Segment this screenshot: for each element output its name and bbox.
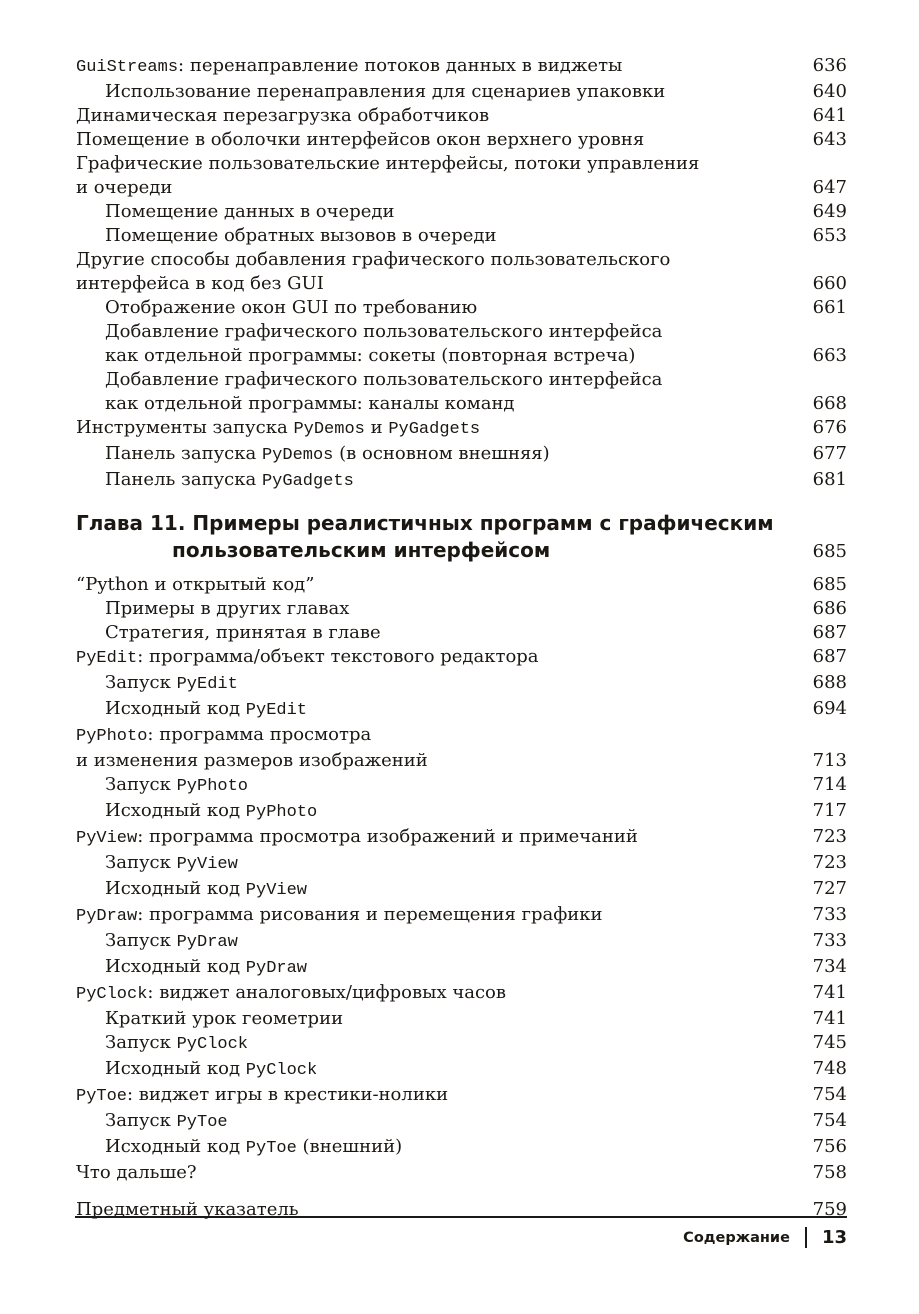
code-identifier: GuiStreams: [76, 58, 179, 77]
entry-page-number: 687: [812, 622, 847, 643]
entry-page-number: 741: [812, 1008, 847, 1029]
toc-entry-line: [76, 248, 847, 272]
entry-page-number: 676: [812, 417, 847, 438]
code-identifier: PyGadgets: [388, 420, 481, 439]
toc-entry: [76, 368, 847, 416]
code-identifier: PyPhoto: [76, 727, 148, 746]
entry-title-text: как отдельной программы: каналы команд: [105, 393, 515, 414]
entry-page-number: 668: [812, 393, 847, 414]
toc-entry-line: [76, 1057, 847, 1083]
toc-entry: [76, 1161, 847, 1185]
toc-entry: [76, 851, 847, 877]
toc-entry: [76, 442, 847, 468]
toc-entry: [76, 825, 847, 851]
toc-entry-line: [76, 128, 847, 152]
toc-entry-line: [76, 104, 847, 128]
toc-entry: [76, 1109, 847, 1135]
entry-title-text: Добавление графического пользовательского интерфейса: [105, 321, 663, 342]
toc-entry-line: [76, 392, 847, 416]
entry-title-text: Запуск PyClock: [105, 1032, 249, 1054]
code-identifier: PyDraw: [176, 933, 238, 952]
entry-title-text: Исходный код PyEdit: [105, 698, 308, 720]
toc-entry-line: [76, 1031, 847, 1057]
code-identifier: PyDraw: [76, 907, 138, 926]
code-identifier: PyClock: [176, 1035, 249, 1054]
entry-title-text: Панель запуска PyDemos (в основном внешняя): [105, 443, 550, 465]
entry-title-text: Другие способы добавления графического пользовательского: [76, 249, 671, 270]
entry-title-text: Запуск PyToe: [105, 1110, 228, 1132]
footer-rule: [75, 1216, 847, 1218]
toc-entry-line: [76, 749, 847, 773]
toc-entry-line: [76, 597, 847, 621]
entry-title-text: как отдельной программы: сокеты (повторная встреча): [105, 345, 636, 366]
code-identifier: PyDemos: [293, 420, 365, 439]
toc-entry: [76, 200, 847, 224]
toc-entry: [76, 224, 847, 248]
entry-page-number: 687: [812, 646, 847, 667]
entry-title-text: интерфейса в код без GUI: [76, 273, 324, 294]
entry-title-text: Графические пользовательские интерфейсы, потоки управления: [76, 153, 700, 174]
code-identifier: PyPhoto: [245, 803, 318, 822]
toc-entry: [76, 320, 847, 368]
chapter-title-text: Глава 11. Примеры реалистичных программ с графическим: [76, 511, 774, 535]
toc-entry-line: [76, 573, 847, 597]
toc-entry-line: [76, 851, 847, 877]
toc-entry: [76, 877, 847, 903]
toc-entry: [76, 248, 847, 296]
entry-title-text: Что дальше?: [76, 1162, 197, 1183]
entry-title-text: “Python и открытый код”: [76, 574, 315, 595]
toc-entry: [76, 621, 847, 645]
entry-title-text: Исходный код PyPhoto: [105, 800, 318, 822]
toc-entry-line: [76, 1109, 847, 1135]
code-identifier: PyPhoto: [176, 777, 249, 796]
entry-title-text: Помещение обратных вызовов в очереди: [105, 225, 497, 246]
code-identifier: PyView: [76, 829, 138, 848]
code-identifier: PyClock: [245, 1061, 318, 1080]
entry-page-number: 677: [812, 443, 847, 464]
entry-title-text: и изменения размеров изображений: [76, 750, 428, 771]
footer-divider: [805, 1227, 807, 1248]
code-identifier: PyClock: [76, 985, 148, 1004]
entry-title-text: Предметный указатель: [76, 1199, 299, 1220]
entry-page-number: 748: [812, 1058, 847, 1079]
entry-title-text: Запуск PyEdit: [105, 672, 238, 694]
entry-title-text: Исходный код PyDraw: [105, 956, 308, 978]
entry-page-number: 653: [812, 225, 847, 246]
toc-entry-line: [76, 825, 847, 851]
toc-entry-line: [76, 1083, 847, 1109]
toc-entry-line: [76, 296, 847, 320]
toc-entry-line: [76, 368, 847, 392]
entry-page-number: 713: [812, 750, 847, 771]
toc-entry-line: [76, 645, 847, 671]
entry-page-number: 685: [812, 574, 847, 595]
toc-entry-line: [76, 468, 847, 494]
toc-entry: [76, 573, 847, 597]
entry-title-text: Панель запуска PyGadgets: [105, 469, 354, 491]
entry-title-text: Помещение данных в очереди: [105, 201, 395, 222]
entry-page-number: 636: [812, 55, 847, 76]
toc-entry-line: [76, 1135, 847, 1161]
toc-entry-line: [76, 320, 847, 344]
entry-title-text: Исходный код PyToe (внешний): [105, 1136, 403, 1158]
toc-entry: [76, 981, 847, 1007]
toc-entry-line: [76, 955, 847, 981]
entry-page-number: 641: [812, 105, 847, 126]
code-identifier: PyToe: [76, 1087, 128, 1106]
code-identifier: PyEdit: [76, 649, 138, 668]
toc-entry: [76, 597, 847, 621]
entry-title-text: PyEdit: программа/объект текстового редактора: [76, 646, 539, 668]
entry-title-text: Стратегия, принятая в главе: [105, 622, 381, 643]
entry-title-text: Отображение окон GUI по требованию: [105, 297, 478, 318]
entry-page-number: 733: [812, 904, 847, 925]
entry-title-text: Краткий урок геометрии: [105, 1008, 344, 1029]
toc-entry-line: [76, 773, 847, 799]
entry-title-text: Запуск PyPhoto: [105, 774, 249, 796]
toc-entry-line: [76, 537, 847, 565]
code-identifier: PyGadgets: [261, 472, 354, 491]
entry-title-text: Использование перенаправления для сценариев упаковки: [105, 81, 666, 102]
entry-title-text: PyToe: виджет игры в крестики-нолики: [76, 1084, 449, 1106]
toc-entry: [76, 1007, 847, 1031]
toc-entry-line: [76, 1007, 847, 1031]
toc-entry: [76, 416, 847, 442]
entry-page-number: 717: [812, 800, 847, 821]
entry-page-number: 734: [812, 956, 847, 977]
footer-row: [75, 1227, 847, 1248]
entry-title-text: Инструменты запуска PyDemos и PyGadgets: [76, 417, 481, 439]
entry-page-number: 754: [812, 1084, 847, 1105]
entry-title-text: GuiStreams: перенаправление потоков данных в виджеты: [76, 55, 623, 77]
entry-page-number: 741: [812, 982, 847, 1003]
toc-entry: [76, 723, 847, 773]
entry-page-number: 733: [812, 930, 847, 951]
entry-title-text: Помещение в оболочки интерфейсов окон верхнего уровня: [76, 129, 645, 150]
toc-entry-line: [76, 723, 847, 749]
toc-entry: [76, 152, 847, 200]
entry-page-number: 649: [812, 201, 847, 222]
toc-entry: [76, 1135, 847, 1161]
toc-entry-line: [76, 903, 847, 929]
entry-page-number: 647: [812, 177, 847, 198]
toc-entry: [76, 773, 847, 799]
toc-entry: [76, 80, 847, 104]
toc-entry-line: [76, 54, 847, 80]
toc-entry-line: [76, 621, 847, 645]
entry-page-number: 663: [812, 345, 847, 366]
chapter-title-text: пользовательским интерфейсом: [172, 538, 551, 562]
toc-entry-line: [76, 344, 847, 368]
entry-title-text: PyPhoto: программа просмотра: [76, 724, 372, 746]
entry-title-text: Запуск PyView: [105, 852, 238, 874]
entry-page-number: 688: [812, 672, 847, 693]
entry-page-number: 640: [812, 81, 847, 102]
toc-entry-line: [76, 200, 847, 224]
code-identifier: PyToe: [245, 1139, 297, 1158]
toc-entry-line: [76, 671, 847, 697]
toc-chapter-heading: [76, 510, 847, 565]
code-identifier: PyEdit: [245, 701, 308, 720]
toc-entry-line: [76, 929, 847, 955]
entry-title-text: и очереди: [76, 177, 173, 198]
toc-entry-line: [76, 416, 847, 442]
entry-title-text: Запуск PyDraw: [105, 930, 238, 952]
entry-title-text: PyClock: виджет аналоговых/цифровых часов: [76, 982, 507, 1004]
entry-title-text: Примеры в других главах: [105, 598, 350, 619]
entry-page-number: 643: [812, 129, 847, 150]
toc-entry: [76, 468, 847, 494]
entry-page-number: 681: [812, 469, 847, 490]
toc-entry: [76, 1057, 847, 1083]
toc-entry: [76, 929, 847, 955]
entry-title-text: Динамическая перезагрузка обработчиков: [76, 105, 490, 126]
toc-entry-line: [76, 442, 847, 468]
entry-page-number: 723: [812, 826, 847, 847]
toc-entry-line: [76, 981, 847, 1007]
entry-title-text: PyView: программа просмотра изображений и примечаний: [76, 826, 638, 848]
entry-page-number: 756: [812, 1136, 847, 1157]
toc-entry: [76, 54, 847, 80]
toc-entry: [76, 671, 847, 697]
toc-entry-line: [76, 510, 847, 537]
entry-title-text: Исходный код PyView: [105, 878, 308, 900]
footer-section-label: Содержание: [683, 1229, 790, 1246]
toc-entry: [76, 697, 847, 723]
toc-entry-line: [76, 272, 847, 296]
toc-entry: [76, 104, 847, 128]
entry-title-text: Добавление графического пользовательского интерфейса: [105, 369, 663, 390]
code-identifier: PyToe: [176, 1113, 228, 1132]
entry-page-number: 694: [812, 698, 847, 719]
page-footer: [75, 1216, 847, 1248]
entry-title-text: Исходный код PyClock: [105, 1058, 318, 1080]
code-identifier: PyDraw: [245, 959, 308, 978]
entry-page-number: 714: [812, 774, 847, 795]
toc-entry-line: [76, 80, 847, 104]
code-identifier: PyDemos: [261, 446, 334, 465]
entry-page-number: 758: [812, 1162, 847, 1183]
footer-page-number: 13: [821, 1227, 847, 1248]
toc-entry-line: [76, 224, 847, 248]
toc-entry-line: [76, 1161, 847, 1185]
entry-page-number: 661: [812, 297, 847, 318]
code-identifier: PyView: [245, 881, 308, 900]
toc-entry: [76, 799, 847, 825]
entry-page-number: 754: [812, 1110, 847, 1131]
toc-entry: [76, 1083, 847, 1109]
toc-entry: [76, 645, 847, 671]
toc-entry: [76, 128, 847, 152]
toc-entry: [76, 296, 847, 320]
toc-entry: [76, 955, 847, 981]
toc-entry-line: [76, 799, 847, 825]
entry-page-number: 660: [812, 273, 847, 294]
toc-entry: [76, 1031, 847, 1057]
toc-list: [76, 54, 847, 1222]
entry-page-number: 759: [812, 1199, 847, 1220]
toc-entry-line: [76, 697, 847, 723]
toc-entry: [76, 903, 847, 929]
entry-title-text: PyDraw: программа рисования и перемещения графики: [76, 904, 603, 926]
toc-entry-line: [76, 877, 847, 903]
code-identifier: PyView: [176, 855, 238, 874]
entry-page-number: 723: [812, 852, 847, 873]
toc-entry-line: [76, 152, 847, 176]
toc-entry-line: [76, 176, 847, 200]
entry-page-number: 686: [812, 598, 847, 619]
entry-page-number: 745: [812, 1032, 847, 1053]
code-identifier: PyEdit: [176, 675, 238, 694]
entry-page-number: 727: [812, 878, 847, 899]
entry-page-number: 685: [812, 541, 847, 562]
